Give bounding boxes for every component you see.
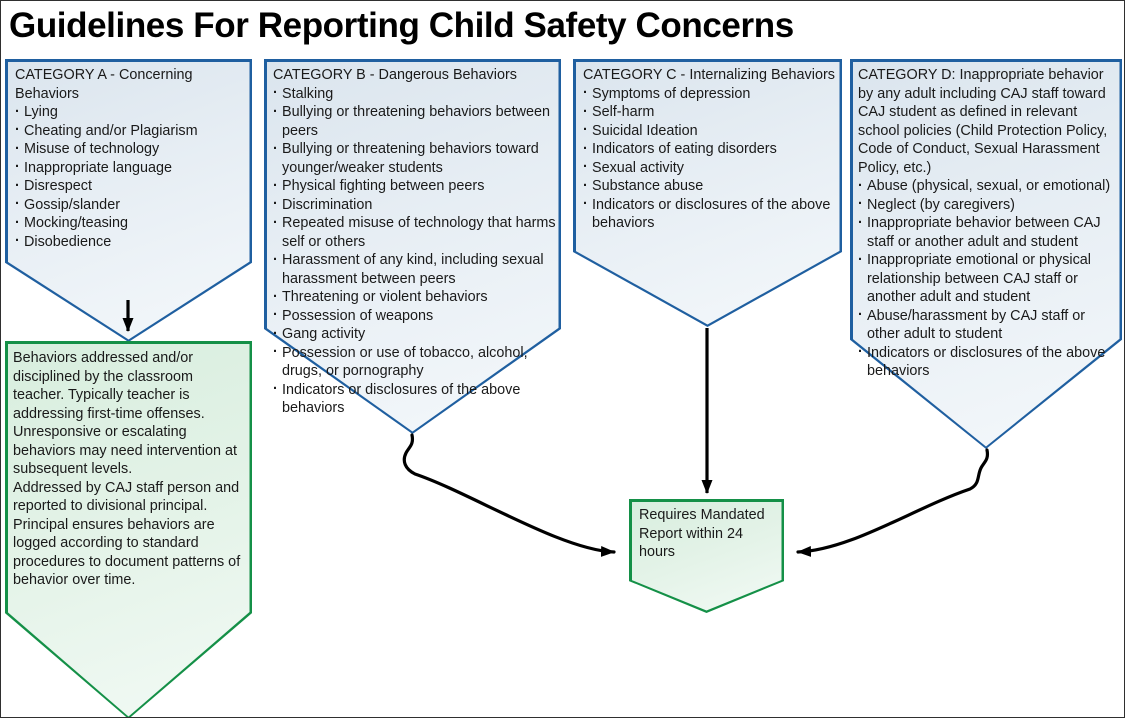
list-item: · Sexual activity bbox=[583, 159, 839, 178]
list-item: · Possession of weapons bbox=[273, 307, 558, 326]
list-item: · Inappropriate behavior between CAJ staff or another adult and student bbox=[858, 214, 1120, 251]
list-item: · Indicators or disclosures of the above behaviors bbox=[583, 196, 839, 233]
category-a-list bbox=[15, 103, 247, 251]
category-a-content bbox=[15, 66, 247, 251]
category-d-list bbox=[858, 177, 1120, 381]
list-item: · Harassment of any kind, including sexual harassment between peers bbox=[273, 251, 558, 288]
list-item: · Suicidal Ideation bbox=[583, 122, 839, 141]
list-item: · Abuse/harassment by CAJ staff or other adult to student bbox=[858, 307, 1120, 344]
list-item: · Discrimination bbox=[273, 196, 558, 215]
list-item: · Repeated misuse of technology that harms self or others bbox=[273, 214, 558, 251]
list-item: · Indicators of eating disorders bbox=[583, 140, 839, 159]
list-item: · Neglect (by caregivers) bbox=[858, 196, 1120, 215]
list-item: · Stalking bbox=[273, 85, 558, 104]
list-item: · Indicators or disclosures of the above behaviors bbox=[273, 381, 558, 418]
list-item: · Gossip/slander bbox=[15, 196, 247, 215]
list-item: · Inappropriate emotional or physical relationship between CAJ staff or another adult and student bbox=[858, 251, 1120, 307]
mandated-report-label: Requires Mandated Report within 24 hours bbox=[639, 507, 765, 560]
classroom-paragraph: Behaviors addressed and/or disciplined by the classroom teacher. Typically teacher is addressing first-time offenses. Unresponsive or escalating behaviors may need intervention at subsequent levels. bbox=[13, 350, 237, 477]
category-b-content bbox=[273, 66, 558, 418]
category-c-list bbox=[583, 85, 839, 233]
category-c-content bbox=[583, 66, 839, 233]
arrow-d-to-mandated bbox=[798, 450, 987, 552]
classroom-outcome-content bbox=[13, 349, 245, 590]
list-item: · Lying bbox=[15, 103, 247, 122]
category-c-heading: CATEGORY C - Internalizing Behaviors bbox=[583, 67, 835, 83]
list-item: · Bullying or threatening behaviors between peers bbox=[273, 103, 558, 140]
category-d-content bbox=[858, 66, 1120, 381]
category-b-heading: CATEGORY B - Dangerous Behaviors bbox=[273, 67, 517, 83]
list-item: · Bullying or threatening behaviors toward younger/weaker students bbox=[273, 140, 558, 177]
classroom-paragraph: Addressed by CAJ staff person and reported to divisional principal. Principal ensures behaviors are logged according to standard procedures to document patterns of behavior over time. bbox=[13, 479, 241, 588]
list-item: · Abuse (physical, sexual, or emotional) bbox=[858, 177, 1120, 196]
list-item: · Physical fighting between peers bbox=[273, 177, 558, 196]
list-item: · Self-harm bbox=[583, 103, 839, 122]
list-item: · Inappropriate language bbox=[15, 159, 247, 178]
list-item: · Mocking/teasing bbox=[15, 214, 247, 233]
list-item: · Cheating and/or Plagiarism bbox=[15, 122, 247, 141]
category-d-heading: CATEGORY D: Inappropriate behavior by any adult including CAJ staff toward CAJ student as defined in relevant school policies (Child Protection Policy, Code of Conduct, Sexual Harassment Policy, etc.) bbox=[858, 67, 1108, 176]
category-a-heading: CATEGORY A - Concerning Behaviors bbox=[15, 67, 193, 102]
list-item: · Misuse of technology bbox=[15, 140, 247, 159]
mandated-report-content bbox=[639, 506, 779, 562]
list-item: · Gang activity bbox=[273, 325, 558, 344]
page-title: Guidelines For Reporting Child Safety Concerns bbox=[9, 6, 794, 45]
list-item: · Disobedience bbox=[15, 233, 247, 252]
list-item: · Possession or use of tobacco, alcohol, drugs, or pornography bbox=[273, 344, 558, 381]
list-item: · Disrespect bbox=[15, 177, 247, 196]
list-item: · Threatening or violent behaviors bbox=[273, 288, 558, 307]
category-b-list bbox=[273, 85, 558, 418]
arrow-b-to-mandated bbox=[404, 435, 614, 552]
list-item: · Substance abuse bbox=[583, 177, 839, 196]
list-item: · Symptoms of depression bbox=[583, 85, 839, 104]
list-item: · Indicators or disclosures of the above behaviors bbox=[858, 344, 1120, 381]
